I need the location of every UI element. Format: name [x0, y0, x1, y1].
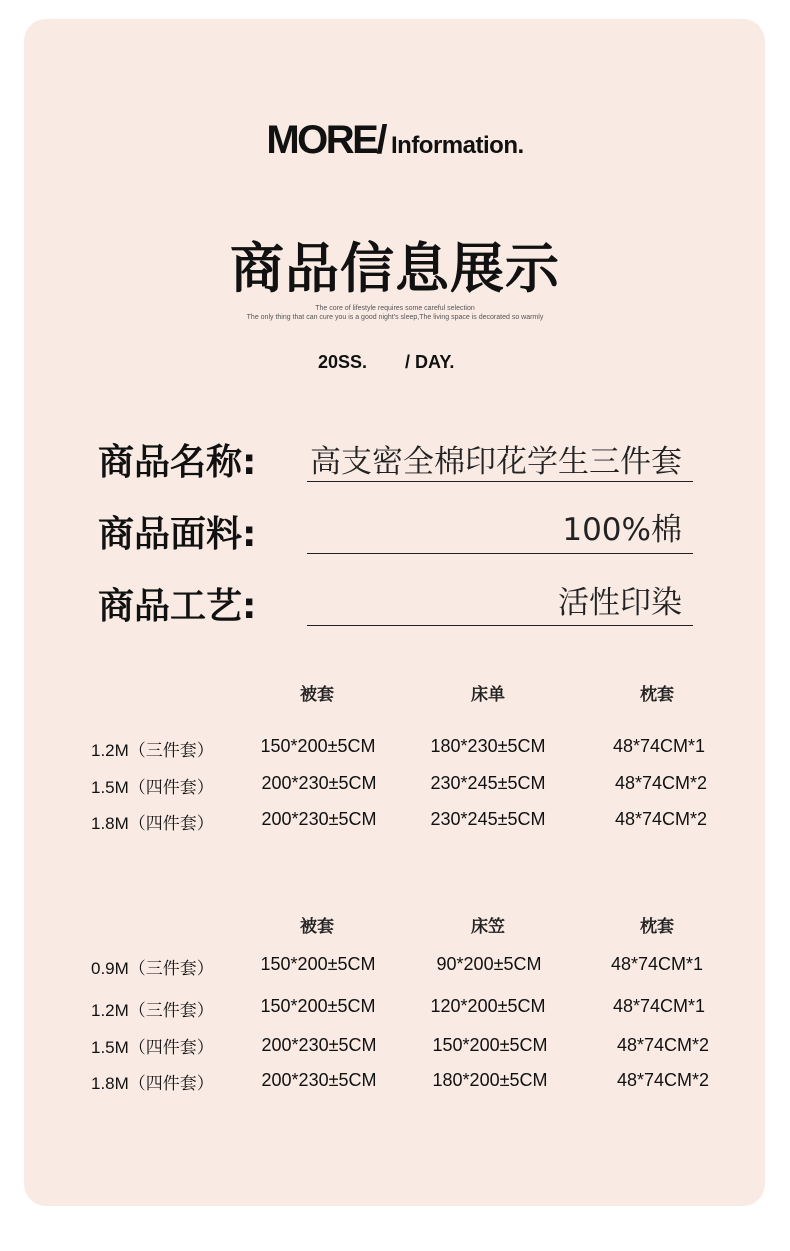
- table1-header-duvet: 被套: [300, 685, 334, 705]
- table2-cell: 200*230±5CM: [261, 1035, 377, 1055]
- more-information-heading: [0, 118, 790, 163]
- table2-cell: 48*74CM*1: [610, 954, 704, 974]
- table2-header-fitted-sheet: 床笠: [471, 917, 505, 937]
- table1-cell: 150*200±5CM: [260, 736, 376, 756]
- page-title: 商品信息展示: [230, 237, 560, 300]
- table2-cell: 48*74CM*2: [616, 1070, 710, 1090]
- table1-cell: 48*74CM*1: [612, 736, 706, 756]
- table1-row-label: 1.2M（三件套）: [91, 741, 214, 760]
- table1-header-pillowcase: 枕套: [640, 685, 674, 705]
- table2-row-label: 1.2M（三件套）: [91, 1001, 214, 1020]
- more-heading-big: MORE/: [266, 118, 385, 162]
- table1-row-label: 1.5M（四件套）: [91, 778, 214, 797]
- table2-cell: 150*200±5CM: [260, 996, 376, 1016]
- tagline-1: The core of lifestyle requires some careful selection: [315, 305, 475, 312]
- product-name-label: 商品名称:: [98, 442, 257, 483]
- table2-cell: 48*74CM*1: [612, 996, 706, 1016]
- season-label: 20SS.: [318, 352, 368, 372]
- table2-cell: 90*200±5CM: [436, 954, 542, 974]
- more-heading-small: Information.: [390, 132, 524, 159]
- table1-cell: 200*230±5CM: [261, 773, 377, 793]
- product-craft-value: 活性印染: [558, 585, 682, 621]
- table1-cell: 230*245±5CM: [430, 773, 546, 793]
- table2-header-pillowcase: 枕套: [640, 917, 674, 937]
- day-label: / DAY.: [405, 352, 455, 372]
- table2-row-label: 1.5M（四件套）: [91, 1038, 214, 1057]
- table1-cell: 48*74CM*2: [614, 773, 708, 793]
- table2-cell: 150*200±5CM: [432, 1035, 548, 1055]
- product-fabric-underline: [307, 553, 693, 554]
- table2-header-duvet: 被套: [300, 917, 334, 937]
- table1-header-sheet: 床单: [471, 685, 505, 705]
- table2-cell: 200*230±5CM: [261, 1070, 377, 1090]
- table2-row-label: 0.9M（三件套）: [91, 959, 214, 978]
- table1-cell: 180*230±5CM: [430, 736, 546, 756]
- table1-cell: 230*245±5CM: [430, 809, 546, 829]
- table1-cell: 48*74CM*2: [614, 809, 708, 829]
- product-craft-label: 商品工艺:: [98, 586, 257, 627]
- product-name-underline: [307, 481, 693, 482]
- table2-cell: 120*200±5CM: [430, 996, 546, 1016]
- table2-cell: 150*200±5CM: [260, 954, 376, 974]
- table1-cell: 200*230±5CM: [261, 809, 377, 829]
- table2-cell: 48*74CM*2: [616, 1035, 710, 1055]
- table2-cell: 180*200±5CM: [432, 1070, 548, 1090]
- product-name-value: 高支密全棉印花学生三件套: [310, 444, 682, 480]
- table2-row-label: 1.8M（四件套）: [91, 1074, 214, 1093]
- product-fabric-value: 100%棉: [562, 512, 682, 548]
- table1-row-label: 1.8M（四件套）: [91, 814, 214, 833]
- product-fabric-label: 商品面料:: [98, 514, 257, 555]
- tagline-2: The only thing that can cure you is a good night's sleep,The living space is decorated so warmly: [246, 314, 544, 321]
- product-craft-underline: [307, 625, 693, 626]
